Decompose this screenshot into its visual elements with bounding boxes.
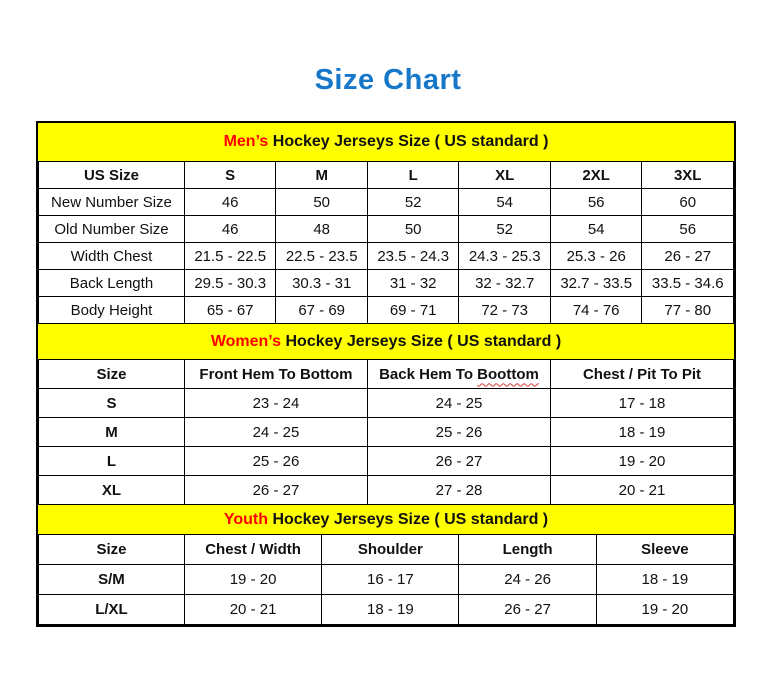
- column-header: M: [276, 162, 368, 189]
- womens-size-table: [38, 359, 734, 505]
- table-cell: 32.7 - 33.5: [550, 270, 642, 297]
- column-header: 2XL: [550, 162, 642, 189]
- table-cell: 26 - 27: [642, 243, 734, 270]
- table-row: [39, 565, 734, 595]
- row-label: Back Length: [39, 270, 185, 297]
- row-label: Old Number Size: [39, 216, 185, 243]
- table-cell: 26 - 27: [367, 447, 550, 476]
- table-cell: 69 - 71: [367, 297, 459, 324]
- youth-banner-text: Hockey Jerseys Size ( US standard ): [268, 510, 549, 528]
- table-cell: 18 - 19: [596, 565, 733, 595]
- row-label: S: [39, 389, 185, 418]
- column-header: Sleeve: [596, 535, 733, 565]
- column-header: 3XL: [642, 162, 734, 189]
- womens-banner-text: Hockey Jerseys Size ( US standard ): [281, 332, 562, 350]
- table-cell: 21.5 - 22.5: [184, 243, 276, 270]
- row-label: New Number Size: [39, 189, 185, 216]
- table-cell: 24 - 25: [184, 418, 367, 447]
- column-header: Size: [39, 535, 185, 565]
- table-cell: 50: [367, 216, 459, 243]
- table-cell: 23 - 24: [184, 389, 367, 418]
- table-cell: 74 - 76: [550, 297, 642, 324]
- youth-size-table: [38, 534, 734, 625]
- table-cell: 18 - 19: [322, 595, 459, 625]
- column-header: L: [367, 162, 459, 189]
- column-header: XL: [459, 162, 551, 189]
- table-cell: 16 - 17: [322, 565, 459, 595]
- mens-banner-text: Hockey Jerseys Size ( US standard ): [268, 133, 549, 150]
- table-cell: 56: [642, 216, 734, 243]
- table-cell: 24 - 25: [367, 389, 550, 418]
- table-row: [39, 418, 734, 447]
- table-row: [39, 189, 734, 216]
- row-label: Width Chest: [39, 243, 185, 270]
- row-label: L/XL: [39, 595, 185, 625]
- youth-banner: [38, 505, 734, 534]
- table-cell: 19 - 20: [184, 565, 321, 595]
- column-header: Front Hem To Bottom: [184, 360, 367, 389]
- header-row: [39, 535, 734, 565]
- table-cell: 26 - 27: [184, 476, 367, 505]
- table-row: [39, 595, 734, 625]
- table-cell: 19 - 20: [596, 595, 733, 625]
- table-cell: 65 - 67: [184, 297, 276, 324]
- table-cell: 26 - 27: [459, 595, 596, 625]
- table-cell: 25.3 - 26: [550, 243, 642, 270]
- table-cell: 31 - 32: [367, 270, 459, 297]
- table-cell: 32 - 32.7: [459, 270, 551, 297]
- table-cell: 25 - 26: [184, 447, 367, 476]
- column-header: Chest / Width: [184, 535, 321, 565]
- youth-banner-accent: Youth: [223, 510, 268, 528]
- table-cell: 56: [550, 189, 642, 216]
- table-cell: 20 - 21: [184, 595, 321, 625]
- column-header: Size: [39, 360, 185, 389]
- youth-size-section: [38, 505, 734, 625]
- table-cell: 17 - 18: [550, 389, 733, 418]
- table-cell: 29.5 - 30.3: [184, 270, 276, 297]
- table-cell: 33.5 - 34.6: [642, 270, 734, 297]
- mens-banner: [38, 123, 734, 161]
- table-cell: 18 - 19: [550, 418, 733, 447]
- table-row: [39, 243, 734, 270]
- table-row: [39, 216, 734, 243]
- row-label: L: [39, 447, 185, 476]
- column-header: Chest / Pit To Pit: [550, 360, 733, 389]
- table-row: [39, 476, 734, 505]
- table-cell: 46: [184, 216, 276, 243]
- size-chart-container: [36, 121, 736, 627]
- womens-banner: [38, 324, 734, 359]
- table-cell: 22.5 - 23.5: [276, 243, 368, 270]
- column-header: Length: [459, 535, 596, 565]
- table-cell: 77 - 80: [642, 297, 734, 324]
- table-cell: 19 - 20: [550, 447, 733, 476]
- column-header: Back Hem To Boottom: [367, 360, 550, 389]
- mens-size-table: [38, 161, 734, 324]
- table-cell: 46: [184, 189, 276, 216]
- mens-size-section: [38, 123, 734, 324]
- header-row: [39, 360, 734, 389]
- table-cell: 72 - 73: [459, 297, 551, 324]
- table-cell: 48: [276, 216, 368, 243]
- column-header: US Size: [39, 162, 185, 189]
- misspelled-word: Boottom: [477, 365, 539, 383]
- table-cell: 30.3 - 31: [276, 270, 368, 297]
- table-row: [39, 447, 734, 476]
- column-header: Shoulder: [322, 535, 459, 565]
- row-label: M: [39, 418, 185, 447]
- table-cell: 54: [459, 189, 551, 216]
- row-label: XL: [39, 476, 185, 505]
- table-cell: 60: [642, 189, 734, 216]
- table-row: [39, 270, 734, 297]
- womens-size-section: [38, 324, 734, 505]
- table-cell: 24.3 - 25.3: [459, 243, 551, 270]
- table-cell: 67 - 69: [276, 297, 368, 324]
- table-cell: 50: [276, 189, 368, 216]
- header-row: [39, 162, 734, 189]
- table-row: [39, 389, 734, 418]
- table-cell: 52: [459, 216, 551, 243]
- table-row: [39, 297, 734, 324]
- table-cell: 24 - 26: [459, 565, 596, 595]
- table-cell: 25 - 26: [367, 418, 550, 447]
- mens-banner-accent: Men’s: [223, 133, 269, 150]
- womens-banner-accent: Women’s: [210, 332, 282, 350]
- row-label: Body Height: [39, 297, 185, 324]
- column-header: S: [184, 162, 276, 189]
- table-cell: 54: [550, 216, 642, 243]
- table-cell: 27 - 28: [367, 476, 550, 505]
- table-cell: 20 - 21: [550, 476, 733, 505]
- page-title: Size Chart: [314, 64, 462, 96]
- table-cell: 23.5 - 24.3: [367, 243, 459, 270]
- table-cell: 52: [367, 189, 459, 216]
- row-label: S/M: [39, 565, 185, 595]
